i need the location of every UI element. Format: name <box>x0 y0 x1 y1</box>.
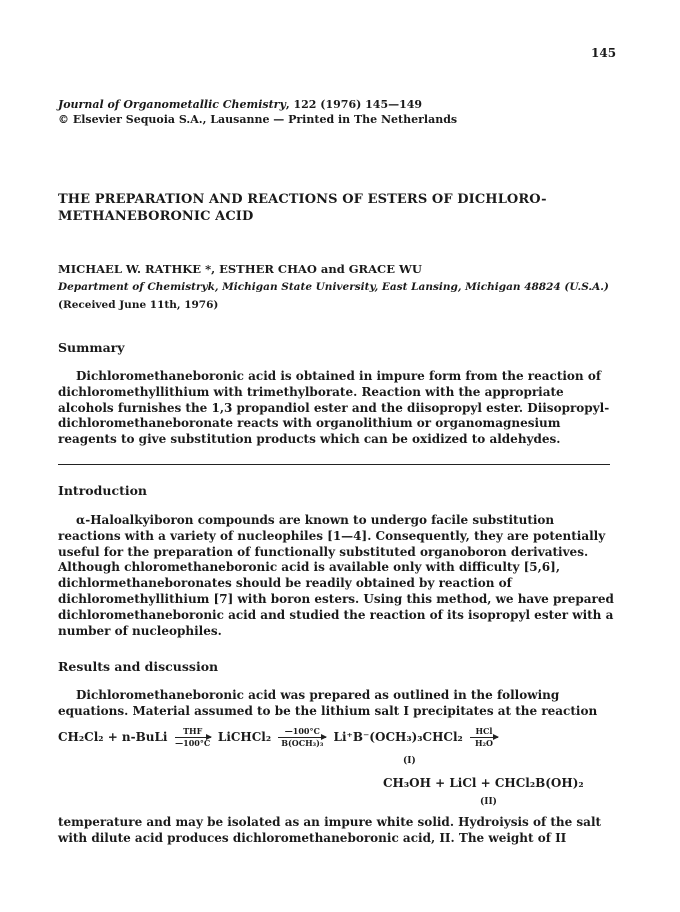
reaction-arrow-3 <box>470 727 498 748</box>
reaction-arrow-1 <box>175 727 211 748</box>
eq-reactants: CH₂Cl₂ + n-BuLi <box>58 730 168 744</box>
affiliation: Department of Chemistryk, Michigan State University, East Lansing, Michigan 48824 (U.S.A.) <box>58 281 609 293</box>
summary-text: Dichloromethaneboronic acid is obtained in impure form from the reaction of dichloromethyllithium with trimethylborate. Reaction with the appropriate alcohols furnishes the 1,3 propandiol ester and the diisopropyl ester. Diisopropyl-dichloromethaneboronate reacts with organolithium or organomagnesium reagents to give substitution products which can be oxidized to aldehydes. <box>58 369 610 447</box>
arrow-2-condition-above: —100°C <box>284 726 320 736</box>
equation-line-2: CH₃OH + LiCl + CHCl₂B(OH)₂ <box>383 776 584 790</box>
equation-line-1 <box>58 727 501 748</box>
arrow-2-condition-below: B(OCH₃)₃ <box>281 738 324 748</box>
results-paragraph-1 <box>58 688 614 720</box>
introduction-heading: Introduction <box>58 483 148 498</box>
arrow-3-icon <box>470 737 498 738</box>
article-title <box>58 191 618 225</box>
journal-volume: , 122 (1976) 145—149 <box>285 98 423 111</box>
compound-label-ii: (II) <box>480 797 497 807</box>
eq-lithium-salt: Li⁺B⁻(OCH₃)₃CHCl₂ <box>333 730 463 744</box>
arrow-3-condition-above: HCl <box>475 726 493 736</box>
arrow-3-condition-below: H₂O <box>474 738 493 748</box>
journal-citation <box>58 97 457 112</box>
journal-name: Journal of Organometallic Chemistry <box>58 98 286 111</box>
journal-header <box>58 97 457 127</box>
publisher-line: © Elsevier Sequoia S.A., Lausanne — Printed in The Netherlands <box>58 113 458 126</box>
compound-label-i: (I) <box>403 756 416 766</box>
page-number: 145 <box>591 46 617 60</box>
arrow-1-icon <box>175 737 211 738</box>
arrow-1-condition-below: —100°C <box>175 738 211 748</box>
authors: MICHAEL W. RATHKE *, ESTHER CHAO and GRACE WU <box>58 262 422 276</box>
arrow-1-condition-above: THF <box>183 726 203 736</box>
reaction-arrow-2 <box>278 727 326 748</box>
received-date: (Received June 11th, 1976) <box>58 299 219 311</box>
summary-heading: Summary <box>58 340 125 355</box>
arrow-2-icon <box>278 737 326 738</box>
introduction-text: α-Haloalkyiboron compounds are known to undergo facile substitution reactions with a variety of nucleophiles [1—4]. Consequently, they are potentially useful for the preparation of functionally substituted organoboron derivatives. Although chloromethaneboronic acid is available only with difficulty [5,6], dichlormethaneboronates should be readily obtained by reaction of dichloromethyllithium [7] with boron esters. Using this method, we have prepared dichloromethaneboronic acid and studied the reaction of its isopropyl ester with a number of nucleophiles. <box>58 513 614 638</box>
eq-intermediate: LiCHCl₂ <box>217 730 272 744</box>
section-divider <box>58 464 610 465</box>
summary-paragraph <box>58 369 614 448</box>
results-paragraph-2 <box>58 815 614 847</box>
results-text-1: Dichloromethaneboronic acid was prepared as outlined in the following equations. Material assumed to be the lithium salt I precipitates at the reaction <box>58 688 598 718</box>
title-line-2: METHANEBORONIC ACID <box>58 209 254 224</box>
introduction-paragraph <box>58 513 614 639</box>
title-line-1: THE PREPARATION AND REACTIONS OF ESTERS OF DICHLORO- <box>58 192 547 207</box>
results-heading: Results and discussion <box>58 659 219 674</box>
results-text-2: temperature and may be isolated as an impure white solid. Hydroiysis of the salt with dilute acid produces dichloromethaneboronic acid, II. The weight of II <box>58 815 602 845</box>
